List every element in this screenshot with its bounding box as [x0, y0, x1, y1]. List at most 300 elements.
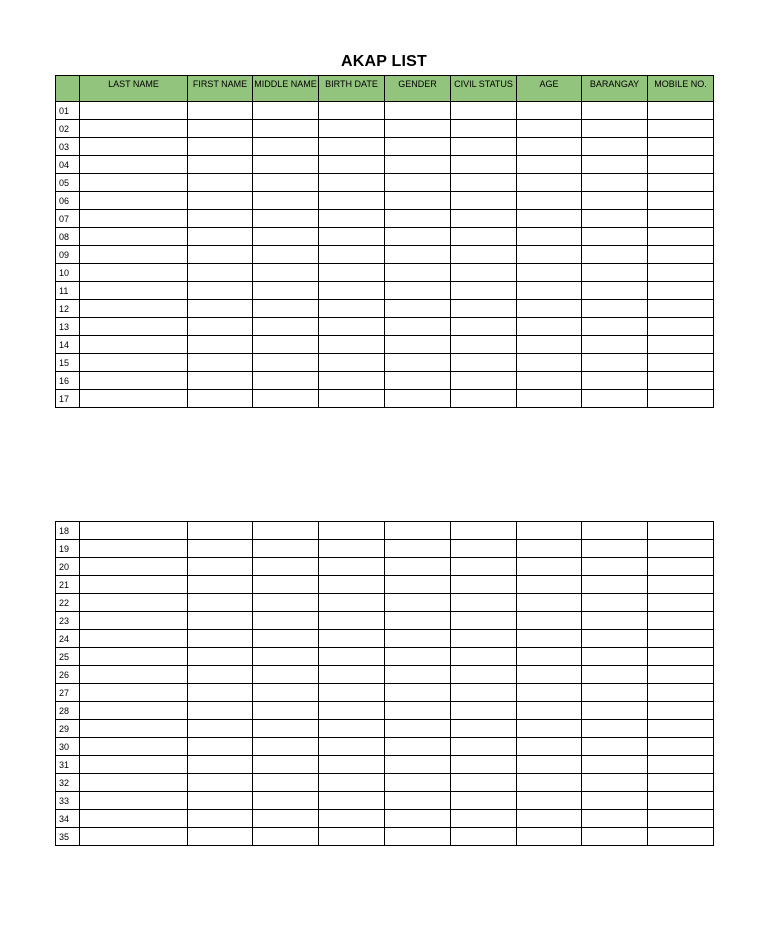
entry-cell[interactable] [648, 810, 714, 828]
entry-cell[interactable] [451, 522, 517, 540]
entry-cell[interactable] [451, 720, 517, 738]
entry-cell[interactable] [451, 774, 517, 792]
entry-cell[interactable] [451, 210, 517, 228]
entry-cell[interactable] [517, 228, 582, 246]
entry-cell[interactable] [80, 738, 188, 756]
entry-cell[interactable] [648, 648, 714, 666]
entry-cell[interactable] [188, 174, 253, 192]
entry-cell[interactable] [648, 336, 714, 354]
entry-cell[interactable] [385, 792, 451, 810]
entry-cell[interactable] [451, 264, 517, 282]
entry-cell[interactable] [648, 576, 714, 594]
entry-cell[interactable] [582, 228, 648, 246]
entry-cell[interactable] [319, 540, 385, 558]
entry-cell[interactable] [648, 138, 714, 156]
entry-cell[interactable] [80, 594, 188, 612]
entry-cell[interactable] [451, 738, 517, 756]
entry-cell[interactable] [648, 354, 714, 372]
entry-cell[interactable] [648, 738, 714, 756]
entry-cell[interactable] [451, 300, 517, 318]
entry-cell[interactable] [451, 228, 517, 246]
entry-cell[interactable] [582, 282, 648, 300]
entry-cell[interactable] [253, 138, 319, 156]
entry-cell[interactable] [80, 390, 188, 408]
entry-cell[interactable] [385, 102, 451, 120]
entry-cell[interactable] [80, 666, 188, 684]
entry-cell[interactable] [517, 594, 582, 612]
entry-cell[interactable] [517, 246, 582, 264]
entry-cell[interactable] [80, 156, 188, 174]
entry-cell[interactable] [648, 774, 714, 792]
entry-cell[interactable] [582, 594, 648, 612]
entry-cell[interactable] [319, 702, 385, 720]
entry-cell[interactable] [319, 522, 385, 540]
entry-cell[interactable] [385, 576, 451, 594]
entry-cell[interactable] [517, 522, 582, 540]
entry-cell[interactable] [517, 684, 582, 702]
entry-cell[interactable] [319, 594, 385, 612]
entry-cell[interactable] [517, 828, 582, 846]
entry-cell[interactable] [253, 684, 319, 702]
entry-cell[interactable] [319, 264, 385, 282]
entry-cell[interactable] [385, 828, 451, 846]
entry-cell[interactable] [517, 630, 582, 648]
entry-cell[interactable] [648, 720, 714, 738]
entry-cell[interactable] [80, 318, 188, 336]
entry-cell[interactable] [319, 684, 385, 702]
entry-cell[interactable] [451, 702, 517, 720]
entry-cell[interactable] [188, 246, 253, 264]
entry-cell[interactable] [319, 390, 385, 408]
entry-cell[interactable] [188, 648, 253, 666]
entry-cell[interactable] [451, 174, 517, 192]
entry-cell[interactable] [648, 612, 714, 630]
entry-cell[interactable] [582, 522, 648, 540]
entry-cell[interactable] [188, 810, 253, 828]
entry-cell[interactable] [80, 612, 188, 630]
entry-cell[interactable] [648, 702, 714, 720]
entry-cell[interactable] [385, 810, 451, 828]
entry-cell[interactable] [188, 720, 253, 738]
entry-cell[interactable] [188, 228, 253, 246]
entry-cell[interactable] [80, 684, 188, 702]
entry-cell[interactable] [253, 336, 319, 354]
entry-cell[interactable] [385, 648, 451, 666]
entry-cell[interactable] [80, 354, 188, 372]
entry-cell[interactable] [253, 630, 319, 648]
entry-cell[interactable] [451, 120, 517, 138]
entry-cell[interactable] [319, 828, 385, 846]
entry-cell[interactable] [517, 354, 582, 372]
entry-cell[interactable] [319, 300, 385, 318]
entry-cell[interactable] [188, 264, 253, 282]
entry-cell[interactable] [385, 720, 451, 738]
entry-cell[interactable] [385, 612, 451, 630]
entry-cell[interactable] [451, 354, 517, 372]
entry-cell[interactable] [80, 300, 188, 318]
entry-cell[interactable] [648, 318, 714, 336]
entry-cell[interactable] [582, 576, 648, 594]
entry-cell[interactable] [517, 372, 582, 390]
entry-cell[interactable] [582, 210, 648, 228]
entry-cell[interactable] [253, 756, 319, 774]
entry-cell[interactable] [80, 756, 188, 774]
entry-cell[interactable] [648, 390, 714, 408]
entry-cell[interactable] [385, 372, 451, 390]
entry-cell[interactable] [253, 576, 319, 594]
entry-cell[interactable] [253, 210, 319, 228]
entry-cell[interactable] [582, 702, 648, 720]
entry-cell[interactable] [253, 612, 319, 630]
entry-cell[interactable] [319, 354, 385, 372]
entry-cell[interactable] [582, 246, 648, 264]
entry-cell[interactable] [319, 102, 385, 120]
entry-cell[interactable] [80, 102, 188, 120]
entry-cell[interactable] [648, 792, 714, 810]
entry-cell[interactable] [648, 828, 714, 846]
entry-cell[interactable] [517, 540, 582, 558]
entry-cell[interactable] [648, 228, 714, 246]
entry-cell[interactable] [582, 738, 648, 756]
entry-cell[interactable] [582, 264, 648, 282]
entry-cell[interactable] [451, 684, 517, 702]
entry-cell[interactable] [582, 810, 648, 828]
entry-cell[interactable] [385, 702, 451, 720]
entry-cell[interactable] [517, 336, 582, 354]
entry-cell[interactable] [385, 300, 451, 318]
entry-cell[interactable] [582, 630, 648, 648]
entry-cell[interactable] [319, 792, 385, 810]
entry-cell[interactable] [582, 828, 648, 846]
entry-cell[interactable] [188, 828, 253, 846]
entry-cell[interactable] [319, 192, 385, 210]
entry-cell[interactable] [517, 318, 582, 336]
entry-cell[interactable] [451, 594, 517, 612]
entry-cell[interactable] [188, 300, 253, 318]
entry-cell[interactable] [517, 720, 582, 738]
entry-cell[interactable] [319, 810, 385, 828]
entry-cell[interactable] [80, 774, 188, 792]
entry-cell[interactable] [253, 648, 319, 666]
entry-cell[interactable] [188, 738, 253, 756]
entry-cell[interactable] [648, 174, 714, 192]
entry-cell[interactable] [80, 792, 188, 810]
entry-cell[interactable] [319, 612, 385, 630]
entry-cell[interactable] [188, 612, 253, 630]
entry-cell[interactable] [253, 156, 319, 174]
entry-cell[interactable] [80, 828, 188, 846]
entry-cell[interactable] [80, 246, 188, 264]
entry-cell[interactable] [385, 594, 451, 612]
entry-cell[interactable] [451, 612, 517, 630]
entry-cell[interactable] [188, 630, 253, 648]
entry-cell[interactable] [253, 558, 319, 576]
entry-cell[interactable] [188, 210, 253, 228]
entry-cell[interactable] [648, 156, 714, 174]
entry-cell[interactable] [188, 390, 253, 408]
entry-cell[interactable] [451, 138, 517, 156]
entry-cell[interactable] [385, 120, 451, 138]
entry-cell[interactable] [319, 648, 385, 666]
entry-cell[interactable] [188, 684, 253, 702]
entry-cell[interactable] [582, 684, 648, 702]
entry-cell[interactable] [385, 174, 451, 192]
entry-cell[interactable] [517, 390, 582, 408]
entry-cell[interactable] [319, 228, 385, 246]
entry-cell[interactable] [385, 318, 451, 336]
entry-cell[interactable] [385, 684, 451, 702]
entry-cell[interactable] [517, 648, 582, 666]
entry-cell[interactable] [451, 336, 517, 354]
entry-cell[interactable] [648, 540, 714, 558]
entry-cell[interactable] [582, 318, 648, 336]
entry-cell[interactable] [253, 666, 319, 684]
entry-cell[interactable] [517, 300, 582, 318]
entry-cell[interactable] [188, 192, 253, 210]
entry-cell[interactable] [253, 300, 319, 318]
entry-cell[interactable] [188, 792, 253, 810]
entry-cell[interactable] [648, 594, 714, 612]
entry-cell[interactable] [253, 354, 319, 372]
entry-cell[interactable] [648, 372, 714, 390]
entry-cell[interactable] [253, 282, 319, 300]
entry-cell[interactable] [451, 318, 517, 336]
entry-cell[interactable] [319, 210, 385, 228]
entry-cell[interactable] [451, 282, 517, 300]
entry-cell[interactable] [517, 156, 582, 174]
entry-cell[interactable] [188, 138, 253, 156]
entry-cell[interactable] [80, 228, 188, 246]
entry-cell[interactable] [451, 810, 517, 828]
entry-cell[interactable] [582, 192, 648, 210]
entry-cell[interactable] [385, 138, 451, 156]
entry-cell[interactable] [319, 282, 385, 300]
entry-cell[interactable] [582, 720, 648, 738]
entry-cell[interactable] [582, 648, 648, 666]
entry-cell[interactable] [582, 336, 648, 354]
entry-cell[interactable] [319, 246, 385, 264]
entry-cell[interactable] [319, 336, 385, 354]
entry-cell[interactable] [80, 174, 188, 192]
entry-cell[interactable] [80, 522, 188, 540]
entry-cell[interactable] [648, 666, 714, 684]
entry-cell[interactable] [188, 594, 253, 612]
entry-cell[interactable] [451, 156, 517, 174]
entry-cell[interactable] [188, 702, 253, 720]
entry-cell[interactable] [253, 192, 319, 210]
entry-cell[interactable] [80, 336, 188, 354]
entry-cell[interactable] [253, 702, 319, 720]
entry-cell[interactable] [319, 138, 385, 156]
entry-cell[interactable] [582, 792, 648, 810]
entry-cell[interactable] [385, 228, 451, 246]
entry-cell[interactable] [582, 120, 648, 138]
entry-cell[interactable] [648, 522, 714, 540]
entry-cell[interactable] [517, 138, 582, 156]
entry-cell[interactable] [385, 666, 451, 684]
entry-cell[interactable] [80, 558, 188, 576]
entry-cell[interactable] [319, 318, 385, 336]
entry-cell[interactable] [80, 264, 188, 282]
entry-cell[interactable] [451, 540, 517, 558]
entry-cell[interactable] [451, 246, 517, 264]
entry-cell[interactable] [451, 756, 517, 774]
entry-cell[interactable] [188, 558, 253, 576]
entry-cell[interactable] [253, 738, 319, 756]
entry-cell[interactable] [582, 390, 648, 408]
entry-cell[interactable] [648, 246, 714, 264]
entry-cell[interactable] [188, 354, 253, 372]
entry-cell[interactable] [80, 372, 188, 390]
entry-cell[interactable] [648, 264, 714, 282]
entry-cell[interactable] [648, 684, 714, 702]
entry-cell[interactable] [582, 540, 648, 558]
entry-cell[interactable] [582, 612, 648, 630]
entry-cell[interactable] [648, 756, 714, 774]
entry-cell[interactable] [80, 576, 188, 594]
entry-cell[interactable] [517, 810, 582, 828]
entry-cell[interactable] [385, 282, 451, 300]
entry-cell[interactable] [80, 648, 188, 666]
entry-cell[interactable] [385, 336, 451, 354]
entry-cell[interactable] [517, 282, 582, 300]
entry-cell[interactable] [648, 282, 714, 300]
entry-cell[interactable] [451, 576, 517, 594]
entry-cell[interactable] [385, 630, 451, 648]
entry-cell[interactable] [319, 120, 385, 138]
entry-cell[interactable] [188, 774, 253, 792]
entry-cell[interactable] [648, 192, 714, 210]
entry-cell[interactable] [253, 810, 319, 828]
entry-cell[interactable] [80, 630, 188, 648]
entry-cell[interactable] [648, 120, 714, 138]
entry-cell[interactable] [582, 354, 648, 372]
entry-cell[interactable] [319, 666, 385, 684]
entry-cell[interactable] [319, 738, 385, 756]
entry-cell[interactable] [385, 156, 451, 174]
entry-cell[interactable] [517, 756, 582, 774]
entry-cell[interactable] [385, 192, 451, 210]
entry-cell[interactable] [582, 102, 648, 120]
entry-cell[interactable] [188, 156, 253, 174]
entry-cell[interactable] [80, 720, 188, 738]
entry-cell[interactable] [582, 774, 648, 792]
entry-cell[interactable] [80, 120, 188, 138]
entry-cell[interactable] [80, 192, 188, 210]
entry-cell[interactable] [385, 738, 451, 756]
entry-cell[interactable] [253, 120, 319, 138]
entry-cell[interactable] [517, 102, 582, 120]
entry-cell[interactable] [517, 174, 582, 192]
entry-cell[interactable] [80, 138, 188, 156]
entry-cell[interactable] [582, 156, 648, 174]
entry-cell[interactable] [451, 648, 517, 666]
entry-cell[interactable] [517, 702, 582, 720]
entry-cell[interactable] [80, 210, 188, 228]
entry-cell[interactable] [188, 120, 253, 138]
entry-cell[interactable] [253, 522, 319, 540]
entry-cell[interactable] [253, 174, 319, 192]
entry-cell[interactable] [648, 558, 714, 576]
entry-cell[interactable] [451, 192, 517, 210]
entry-cell[interactable] [319, 558, 385, 576]
entry-cell[interactable] [385, 210, 451, 228]
entry-cell[interactable] [451, 372, 517, 390]
entry-cell[interactable] [582, 666, 648, 684]
entry-cell[interactable] [648, 630, 714, 648]
entry-cell[interactable] [385, 558, 451, 576]
entry-cell[interactable] [188, 318, 253, 336]
entry-cell[interactable] [80, 282, 188, 300]
entry-cell[interactable] [253, 264, 319, 282]
entry-cell[interactable] [648, 300, 714, 318]
entry-cell[interactable] [517, 612, 582, 630]
entry-cell[interactable] [188, 336, 253, 354]
entry-cell[interactable] [517, 192, 582, 210]
entry-cell[interactable] [385, 264, 451, 282]
entry-cell[interactable] [253, 792, 319, 810]
entry-cell[interactable] [517, 792, 582, 810]
entry-cell[interactable] [253, 228, 319, 246]
entry-cell[interactable] [385, 246, 451, 264]
entry-cell[interactable] [385, 774, 451, 792]
entry-cell[interactable] [582, 372, 648, 390]
entry-cell[interactable] [319, 756, 385, 774]
entry-cell[interactable] [188, 102, 253, 120]
entry-cell[interactable] [188, 666, 253, 684]
entry-cell[interactable] [517, 738, 582, 756]
entry-cell[interactable] [451, 792, 517, 810]
entry-cell[interactable] [319, 372, 385, 390]
entry-cell[interactable] [319, 774, 385, 792]
entry-cell[interactable] [385, 540, 451, 558]
entry-cell[interactable] [253, 720, 319, 738]
entry-cell[interactable] [517, 576, 582, 594]
entry-cell[interactable] [253, 372, 319, 390]
entry-cell[interactable] [385, 390, 451, 408]
entry-cell[interactable] [451, 630, 517, 648]
entry-cell[interactable] [253, 540, 319, 558]
entry-cell[interactable] [80, 540, 188, 558]
entry-cell[interactable] [582, 756, 648, 774]
entry-cell[interactable] [517, 666, 582, 684]
entry-cell[interactable] [253, 318, 319, 336]
entry-cell[interactable] [451, 390, 517, 408]
entry-cell[interactable] [253, 774, 319, 792]
entry-cell[interactable] [319, 576, 385, 594]
entry-cell[interactable] [253, 594, 319, 612]
entry-cell[interactable] [319, 720, 385, 738]
entry-cell[interactable] [385, 522, 451, 540]
entry-cell[interactable] [188, 576, 253, 594]
entry-cell[interactable] [582, 558, 648, 576]
entry-cell[interactable] [319, 156, 385, 174]
entry-cell[interactable] [517, 558, 582, 576]
entry-cell[interactable] [648, 102, 714, 120]
entry-cell[interactable] [385, 756, 451, 774]
entry-cell[interactable] [451, 828, 517, 846]
entry-cell[interactable] [451, 558, 517, 576]
entry-cell[interactable] [517, 210, 582, 228]
entry-cell[interactable] [253, 390, 319, 408]
entry-cell[interactable] [188, 372, 253, 390]
entry-cell[interactable] [517, 120, 582, 138]
entry-cell[interactable] [319, 630, 385, 648]
entry-cell[interactable] [188, 282, 253, 300]
entry-cell[interactable] [582, 138, 648, 156]
entry-cell[interactable] [582, 300, 648, 318]
entry-cell[interactable] [253, 246, 319, 264]
